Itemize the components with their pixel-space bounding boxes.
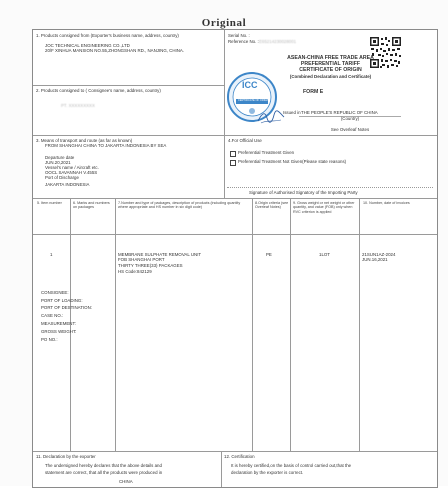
description-line3: THIRTY THREE(33) PACKAGES xyxy=(118,263,183,268)
signature-icon xyxy=(257,109,285,125)
table-column-line xyxy=(115,198,116,451)
item-number: 1 xyxy=(50,252,53,257)
departure-label: Departure date xyxy=(45,155,75,160)
declaration-country: CHINA xyxy=(119,479,133,484)
departure-value: JUN.20,2021 xyxy=(45,160,71,165)
marks-consignee: CONSIGNEE: xyxy=(41,290,69,295)
icc-logo-text: ICC xyxy=(242,80,258,90)
country-caption: (Country) xyxy=(340,116,360,121)
quantity-value: 1LOT xyxy=(319,252,330,257)
form-type: FORM E xyxy=(303,89,324,95)
reference-value: E65214230028001 xyxy=(259,39,297,44)
issuing-country: THE PEOPLE'S REPUBLIC OF CHINA xyxy=(301,110,378,115)
issued-in-label: Issued in xyxy=(283,110,301,115)
document-title: Original xyxy=(201,17,247,29)
certification-text2: declaration by the exporter is correct. xyxy=(231,470,304,475)
header-weight: 9. Gross weight or net weight or other quantity, and value (FOB) only when RVC criterion is applied xyxy=(293,201,355,214)
declaration-text2: statement are correct, that all the products were produced in xyxy=(45,470,163,475)
description-line4: HS Code:842129 xyxy=(118,269,152,274)
header-marks: 6. Marks and numbers on packages xyxy=(73,201,110,210)
certificate-form xyxy=(32,29,438,488)
header-origin: 8.Origin criteria (see Overleaf Notes) xyxy=(255,201,289,210)
divider-box3-table xyxy=(33,198,437,199)
exporter-address: 20/F XINHUA MANSION NO.55,ZHONGSHAN RD., NANJING, CHINA. xyxy=(45,48,185,53)
marks-measurement: MEASUREMENT: xyxy=(41,321,76,326)
preferential-not-given-label: Preferential Treatment Not Given(Please state reasons) xyxy=(238,159,347,164)
marks-gross-weight: GROSS WEIGHT: xyxy=(41,329,77,334)
certification-text1: It is hereby certified,on the basis of control carried out,that the xyxy=(231,463,352,468)
divider-table-header xyxy=(33,234,437,235)
table-column-line xyxy=(252,198,253,451)
table-column-line xyxy=(290,198,291,451)
divider-header-box3 xyxy=(33,135,437,136)
invoice-number: 21SUN1AZ-2024 xyxy=(362,252,396,257)
vessel-label: Vessel's name / Aircraft etc. xyxy=(45,165,99,170)
marks-po-no: PO NO.: xyxy=(41,337,58,342)
consignee-name: PT. XXXXXXXXX xyxy=(61,103,95,108)
preferential-given-checkbox[interactable] xyxy=(230,151,236,157)
box3-label: 3. Means of transport and route (as far as known) xyxy=(36,138,133,143)
discharge-value: JAKARTA INDONESIA xyxy=(45,182,90,187)
reference-label: Reference No. : xyxy=(228,39,259,44)
agreement-line4: (Combined Declaration and Certificate) xyxy=(289,74,372,79)
divider-table-footer xyxy=(33,451,437,452)
divider-box3-box4 xyxy=(224,135,225,198)
declaration-text1: The undersigned hereby declares that the above details and xyxy=(45,463,162,468)
header-description: 7.Number and type of packages, description of products (including quantity where appropriate and HS number in six digit code) xyxy=(118,201,241,210)
invoice-date: JUN.16,2021 xyxy=(362,257,388,262)
exporter-name: JOC TECHNICAL ENGINEERING CO.,LTD xyxy=(45,43,130,48)
marks-case-no: CASE NO.: xyxy=(41,313,64,318)
divider-box11-box12 xyxy=(221,451,222,487)
signature-line xyxy=(227,187,433,188)
marks-port-loading: PORT OF LOADING: xyxy=(41,298,83,303)
divider-box1-box2 xyxy=(33,85,224,86)
origin-criteria: PE xyxy=(266,252,272,257)
preferential-given-label: Preferential Treatment Given xyxy=(238,150,295,155)
serial-label: Serial No. : xyxy=(228,33,250,38)
header-item-number: 5. Item number xyxy=(37,201,62,205)
header-invoice: 10. Number, date of invoices xyxy=(363,201,410,205)
description-line1: MEMBRANE SULPHATE REMOVAL UNIT xyxy=(118,252,202,257)
box12-label: 12. Certification xyxy=(224,454,255,459)
description-line2: FOB SHANGHAI PORT xyxy=(118,257,165,262)
preferential-not-given-checkbox[interactable] xyxy=(230,160,236,166)
box2-label: 2. Products consigned to ( Consignee's name, address, country) xyxy=(36,88,161,93)
agreement-line1: ASEAN-CHINA FREE TRADE AREA xyxy=(287,55,374,61)
agreement-line3: CERTIFICATE OF ORIGIN xyxy=(299,67,362,73)
discharge-label: Port of Discharge xyxy=(45,175,79,180)
icc-seal-caption: CERTIFICATE OF ORIGIN xyxy=(238,99,270,102)
vessel-value: OOCL SAVANNAH V.455S xyxy=(45,170,98,175)
divider-top-middle xyxy=(224,30,225,135)
overleaf-notes: See Overleaf Notes xyxy=(330,127,370,132)
box4-label: 4.For Official Use xyxy=(228,138,262,143)
marks-port-destination: PORT OF DESTINATION: xyxy=(41,305,92,310)
importing-signatory-caption: Signature of Authorised Signatory of the Importing Party xyxy=(249,190,358,195)
box1-label: 1. Products consigned from (Exporter's business name, address, country) xyxy=(36,33,179,38)
table-column-line xyxy=(359,198,360,451)
agreement-line2: PREFERENTIAL TARIFF xyxy=(300,61,361,67)
box11-label: 11. Declaration by the exporter xyxy=(36,454,96,459)
transport-route: FROM SHANGHAI CHINA TO JAKARTA INDONESIA BY SEA xyxy=(45,143,167,148)
